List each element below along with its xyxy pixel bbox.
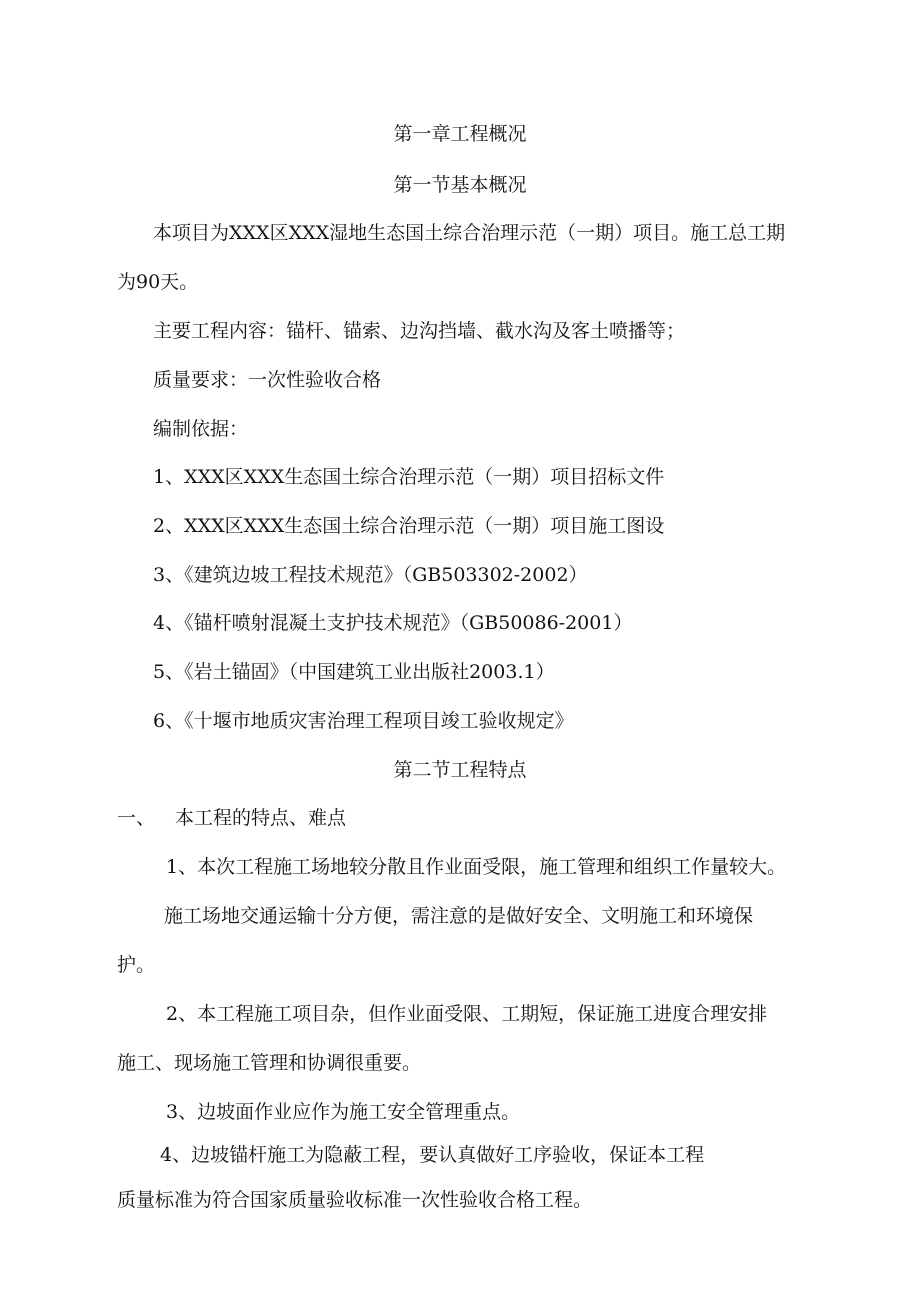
subsection-number: 一、: [117, 807, 156, 829]
intro-paragraph-line-1: 本项目为XXX区XXX湿地生态国土综合治理示范（一期）项目。施工总工期: [153, 222, 786, 244]
feature-paragraph-1: 1、本次工程施工场地较分散且作业面受限，施工管理和组织工作量较大。: [166, 856, 787, 878]
scope-paragraph: 主要工程内容：锚杆、锚索、边沟挡墙、截水沟及客土喷播等；: [153, 320, 686, 342]
feature-paragraph-2-line-2: 护。: [117, 954, 156, 976]
basis-item: 2、XXX区XXX生态国土综合治理示范（一期）项目施工图设: [153, 515, 665, 537]
section-title-basic-overview: 第一节基本概况: [393, 174, 527, 196]
section-title-features: 第二节工程特点: [393, 759, 527, 781]
basis-label: 编制依据：: [153, 418, 249, 440]
feature-paragraph-3-line-2: 施工、现场施工管理和协调很重要。: [117, 1052, 422, 1074]
feature-paragraph-4: 3、边坡面作业应作为施工安全管理重点。: [166, 1101, 521, 1123]
chapter-title: 第一章工程概况: [393, 123, 527, 145]
basis-item: 6、《十堰市地质灾害治理工程项目竣工验收规定》: [153, 710, 574, 732]
feature-paragraph-5-line-1: 4、边坡锚杆施工为隐蔽工程，要认真做好工序验收，保证本工程: [160, 1144, 705, 1166]
subsection-title: 本工程的特点、难点: [175, 807, 347, 829]
feature-paragraph-5-line-2: 质量标准为符合国家质量验收标准一次性验收合格工程。: [117, 1189, 593, 1211]
intro-paragraph-line-2: 为90天。: [117, 271, 199, 293]
basis-item: 4、《锚杆喷射混凝土支护技术规范》（GB50086-2001）: [153, 612, 633, 634]
basis-item: 3、《建筑边坡工程技术规范》（GB503302-2002）: [153, 564, 588, 586]
feature-paragraph-3-line-1: 2、本工程施工项目杂，但作业面受限、工期短，保证施工进度合理安排: [166, 1003, 768, 1025]
feature-paragraph-2-line-1: 施工场地交通运输十分方便，需注意的是做好安全、文明施工和环境保: [164, 905, 754, 927]
basis-item: 5、《岩土锚固》（中国建筑工业出版社2003.1）: [153, 661, 555, 683]
quality-paragraph: 质量要求：一次性验收合格: [153, 369, 382, 391]
basis-item: 1、XXX区XXX生态国土综合治理示范（一期）项目招标文件: [153, 466, 665, 488]
